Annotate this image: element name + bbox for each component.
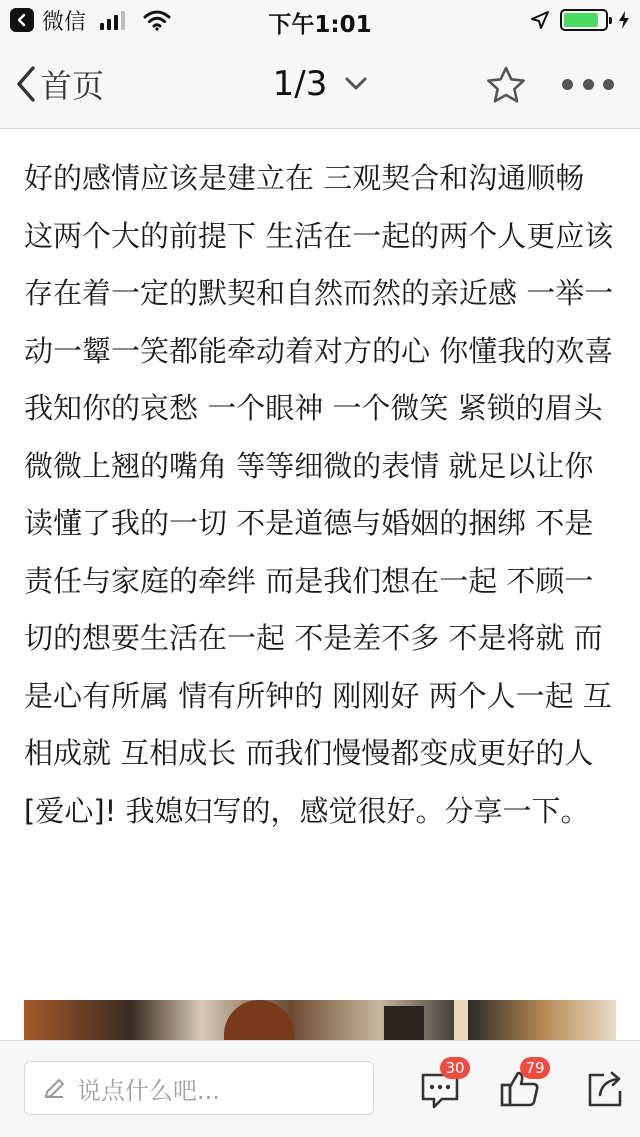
battery-icon [560,9,608,31]
share-icon [584,1067,628,1111]
back-app-label[interactable]: 微信 [42,9,87,35]
comment-button[interactable] [418,1059,465,1111]
status-bar [0,0,640,40]
page-indicator: 1/3 [272,64,328,104]
location-icon [530,10,550,30]
back-label: 首页 [40,67,105,105]
comment-count-badge: 30 [440,1057,470,1079]
comment-input[interactable] [24,1061,374,1115]
page-switcher[interactable] [0,62,640,106]
star-icon[interactable] [484,64,528,108]
status-time: 下午1:01 [268,12,372,38]
pencil-icon [43,1076,67,1100]
like-button[interactable] [498,1059,545,1111]
charging-icon [618,10,630,30]
like-count-badge: 79 [520,1057,550,1079]
more-icon[interactable] [562,68,614,100]
comment-placeholder: 说点什么吧... [77,1076,220,1105]
dropdown-chevron-icon [345,77,367,91]
bottom-bar [0,1040,640,1137]
share-button[interactable] [584,1067,628,1111]
status-right [530,7,630,33]
nav-bar [0,40,640,129]
battery-fill [564,13,598,27]
post-image[interactable] [24,1000,616,1040]
post-body-text: 好的感情应该是建立在 三观契合和沟通顺畅 这两个大的前提下 生活在一起的两个人更应该存在着一定的默契和自然而然的亲近感 一举一动一颦一笑都能牵动着对方的心 你懂我的欢喜 我知你的哀愁 一个眼神 一个微笑 紧锁的眉头 微微上翘的嘴角 等等细微的表情 就足以让你读懂了我的一切 不是道德与婚姻的捆绑 不是责任与家庭的牵绊 而是我们想在一起 不顾一切的想要生活在一起 不是差不多 不是将就 而是心有所属 情有所钟的 刚刚好 两个人一起 互相成就 互相成长 而我们慢慢都变成更好的人 [爱心]! 我媳妇写的，感觉很好。分享一下。 [24,161,614,828]
